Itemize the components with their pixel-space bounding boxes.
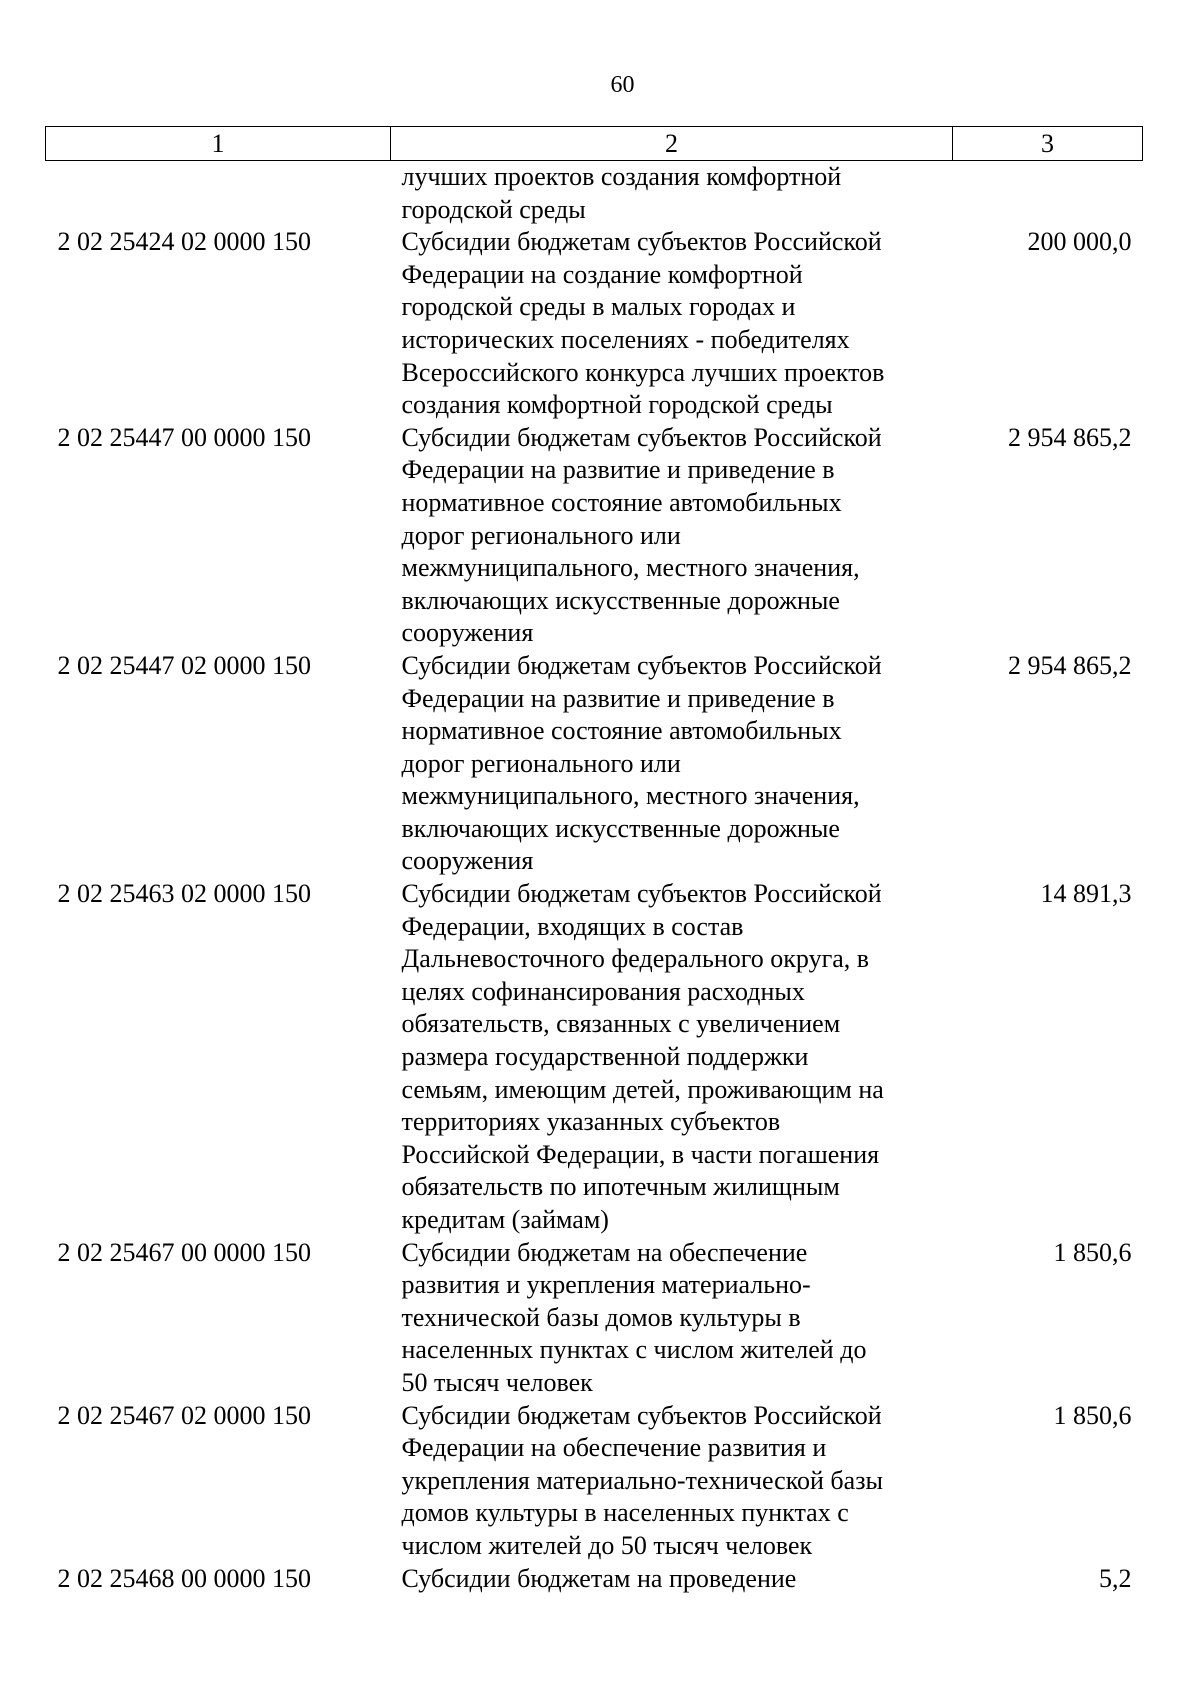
description-line: обязательств, связанных с увеличением [401, 1009, 841, 1039]
revenue-code: 2 02 25447 00 0000 150 [57, 422, 311, 452]
description-line: обязательств по ипотечным жилищным [401, 1172, 840, 1202]
table-row [46, 878, 1143, 1237]
description-line: Субсидии бюджетам субъектов Российской [401, 879, 882, 909]
description-line: Субсидии бюджетам на проведение [401, 1563, 797, 1593]
description-line: лучших проектов создания комфортной [401, 162, 842, 191]
description-line: домов культуры в населенных пунктах с [401, 1498, 849, 1528]
revenue-description [391, 161, 953, 227]
table-row [46, 1563, 1143, 1596]
revenue-description [391, 422, 953, 650]
revenue-description [391, 650, 953, 878]
revenue-description [391, 226, 953, 422]
description-line: 50 тысяч человек [401, 1367, 593, 1397]
description-line: дорог регионального или [401, 520, 681, 550]
description-line: городской среды [401, 194, 586, 224]
description-line: размера государственной поддержки [401, 1042, 809, 1072]
description-line: дорог регионального или [401, 748, 681, 778]
budget-table [45, 126, 1143, 1595]
amount-value: 200 000,0 [1027, 227, 1132, 257]
description-line: Субсидии бюджетам субъектов Российской [401, 1400, 882, 1430]
table-row [46, 422, 1143, 650]
description-line: Федерации на развитие и приведение в [401, 683, 835, 713]
description-line: Всероссийского конкурса лучших проектов [401, 357, 885, 387]
description-line: межмуниципального, местного значения, [401, 781, 860, 811]
description-line: Субсидии бюджетам субъектов Российской [401, 227, 882, 257]
table-body [46, 161, 1143, 1596]
description-line: целях софинансирования расходных [401, 976, 805, 1006]
header-col-1: 1 [46, 127, 391, 161]
description-line: Федерации, входящих в состав [401, 911, 744, 941]
header-col-3: 3 [953, 127, 1143, 161]
description-line: исторических поселениях - победителях [401, 324, 850, 354]
description-line: числом жителей до 50 тысяч человек [401, 1530, 813, 1560]
table-row [46, 226, 1143, 422]
revenue-description [391, 878, 953, 1237]
description-line: семьям, имеющим детей, проживающим на [401, 1074, 884, 1104]
description-line: нормативное состояние автомобильных [401, 716, 842, 746]
description-line: включающих искусственные дорожные [401, 813, 840, 843]
revenue-description [391, 1237, 953, 1400]
revenue-code [46, 161, 391, 227]
description-line: создания комфортной городской среды [401, 390, 833, 420]
revenue-code: 2 02 25467 00 0000 150 [57, 1237, 311, 1267]
amount-value: 2 954 865,2 [1008, 650, 1132, 680]
description-line: сооружения [401, 846, 534, 876]
description-line: Российской Федерации, в части погашения [401, 1139, 880, 1169]
revenue-code: 2 02 25447 02 0000 150 [57, 650, 311, 680]
revenue-description [391, 1400, 953, 1563]
description-line: развития и укрепления материально- [401, 1270, 811, 1300]
description-line: территориях указанных субъектов [401, 1107, 781, 1137]
revenue-description [391, 1563, 953, 1596]
amount-value: 1 850,6 [1053, 1237, 1132, 1267]
table-header [46, 127, 1143, 161]
table-row [46, 1237, 1143, 1400]
table-row [46, 161, 1143, 227]
revenue-code: 2 02 25467 02 0000 150 [57, 1400, 311, 1430]
description-line: укрепления материально-технической базы [401, 1465, 883, 1495]
description-line: кредитам (займам) [401, 1205, 609, 1234]
revenue-code: 2 02 25424 02 0000 150 [57, 227, 311, 257]
header-row [46, 127, 1143, 161]
amount-value: 5,2 [1099, 1563, 1132, 1593]
description-line: технической базы домов культуры в [401, 1302, 801, 1332]
page-number: 60 [610, 72, 635, 98]
description-line: межмуниципального, местного значения, [401, 553, 860, 583]
revenue-code: 2 02 25468 00 0000 150 [57, 1563, 311, 1593]
amount-value [953, 161, 1143, 227]
description-line: включающих искусственные дорожные [401, 585, 840, 615]
amount-value: 2 954 865,2 [1008, 422, 1132, 452]
description-line: Субсидии бюджетам субъектов Российской [401, 422, 882, 452]
table-row [46, 650, 1143, 878]
description-line: городской среды в малых городах и [401, 292, 796, 322]
header-col-2: 2 [391, 127, 953, 161]
description-line: Субсидии бюджетам субъектов Российской [401, 650, 882, 680]
amount-value: 14 891,3 [1040, 879, 1132, 909]
description-line: нормативное состояние автомобильных [401, 487, 842, 517]
description-line: сооружения [401, 618, 534, 648]
description-line: Федерации на обеспечение развития и [401, 1433, 827, 1463]
description-line: Дальневосточного федерального округа, в [401, 944, 870, 974]
amount-value: 1 850,6 [1053, 1400, 1132, 1430]
description-line: населенных пунктах с числом жителей до [401, 1335, 867, 1365]
description-line: Федерации на создание комфортной [401, 259, 803, 289]
description-line: Федерации на развитие и приведение в [401, 455, 835, 485]
table-row [46, 1400, 1143, 1563]
description-line: Субсидии бюджетам на обеспечение [401, 1237, 808, 1267]
revenue-code: 2 02 25463 02 0000 150 [57, 879, 311, 909]
